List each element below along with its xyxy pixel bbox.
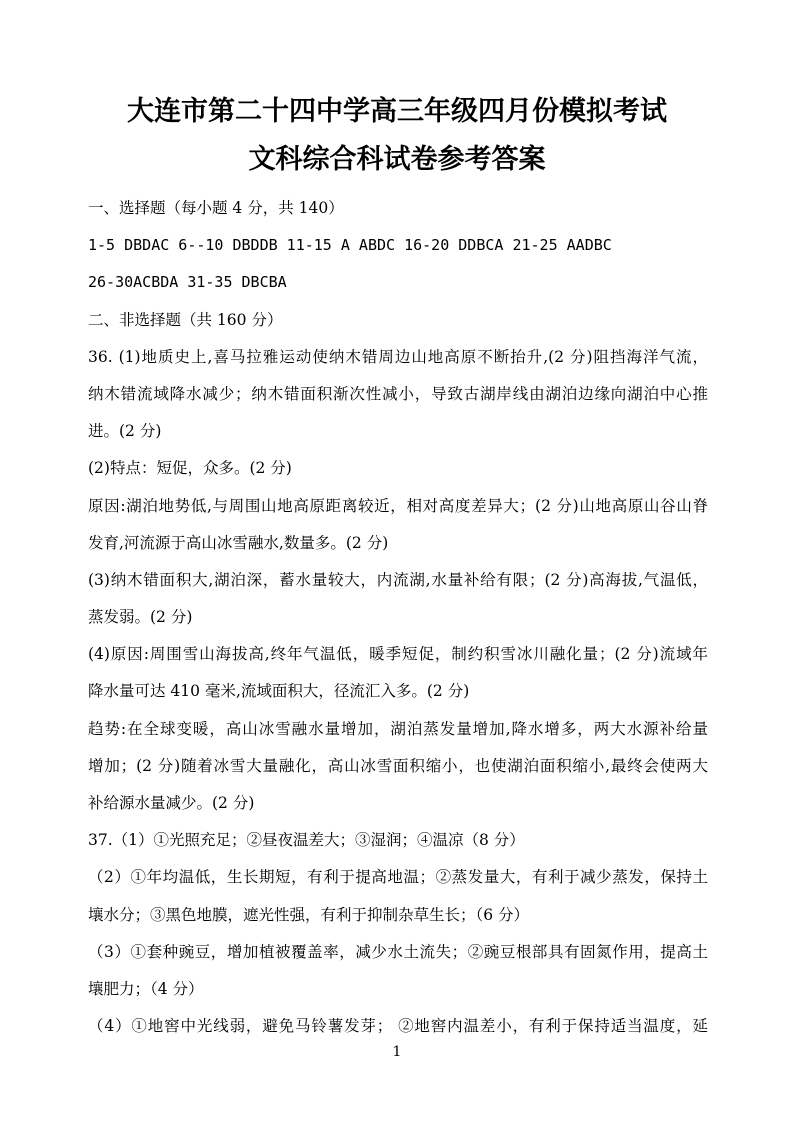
answer-line: （4）①地窖中光线弱，避免马铃薯发芽； ②地窖内温差小，有利于保持适当温度，延 (88, 1017, 708, 1036)
answer-line: 发育,河流源于高山冰雪融水,数量多。(2 分) (88, 533, 389, 552)
answer-line: 原因:湖泊地势低,与周围山地高原距离较近，相对高度差异大；(2 分)山地高原山谷山脊 (88, 496, 708, 515)
section-heading-choice: 一、选择题（每小题 4 分，共 140） (88, 199, 344, 217)
choice-answers-row-2: 26-30ACBDA 31-35 DBCBA (88, 273, 287, 292)
answer-line: 补给源水量减少。(2 分) (88, 794, 255, 812)
answer-line: 壤水分；③黑色地膜，遮光性强，有利于抑制杂草生长；（6 分） (88, 905, 530, 924)
answer-line: (4)原因:周围雪山海拔高,终年气温低，暖季短促，制约积雪冰川融化量；(2 分)流域年 (88, 645, 708, 664)
answer-line: 纳木错流域降水减少；纳木错面积渐次性减小，导致古湖岸线由湖泊边缘向湖泊中心推 (88, 384, 708, 403)
answer-line: 36. (1)地质史上,喜马拉雅运动使纳木错周边山地高原不断抬升,(2 分)阻挡海洋气流， (88, 347, 708, 366)
answer-line: 降水量可达 410 毫米,流域面积大，径流汇入多。(2 分) (88, 682, 470, 701)
answer-line: (3)纳木错面积大,湖泊深，蓄水量较大，内流湖,水量补给有限；(2 分)高海拔,气温低， (88, 570, 708, 589)
answer-line: 壤肥力；（4 分） (88, 979, 204, 998)
page-title: 大连市第二十四中学高三年级四月份模拟考试 (127, 96, 667, 127)
answer-line: 趋势:在全球变暖，高山冰雪融水量增加，湖泊蒸发量增加,降水增多，两大水源补给量 (88, 719, 708, 738)
answer-line: （2）①年均温低，生长期短，有利于提高地温；②蒸发量大，有利于减少蒸发，保持土 (88, 868, 708, 887)
answer-line: （3）①套种豌豆，增加植被覆盖率，减少水土流失；②豌豆根部具有固氮作用，提高土 (88, 942, 708, 961)
answer-line: 蒸发弱。(2 分) (88, 608, 193, 627)
page-subtitle: 文科综合科试卷参考答案 (248, 144, 546, 175)
answer-line: 进。(2 分) (88, 422, 162, 441)
page-number: 1 (392, 1044, 402, 1060)
answer-line: 增加；(2 分)随着冰雪大量融化，高山冰雪面积缩小，也使湖泊面积缩小,最终会使两大 (88, 756, 708, 775)
section-heading-nonchoice: 二、非选择题（共 160 分） (88, 310, 283, 329)
answer-line: (2)特点：短促，众多。(2 分) (88, 459, 292, 478)
answer-line: 37.（1）①光照充足；②昼夜温差大；③湿润；④温凉（8 分） (88, 831, 525, 850)
answer-content (88, 190, 708, 1045)
choice-answers-row-1: 1-5 DBDAC 6--10 DBDDB 11-15 A ABDC 16-20 DDBCA 21-25 AADBC (88, 236, 612, 255)
